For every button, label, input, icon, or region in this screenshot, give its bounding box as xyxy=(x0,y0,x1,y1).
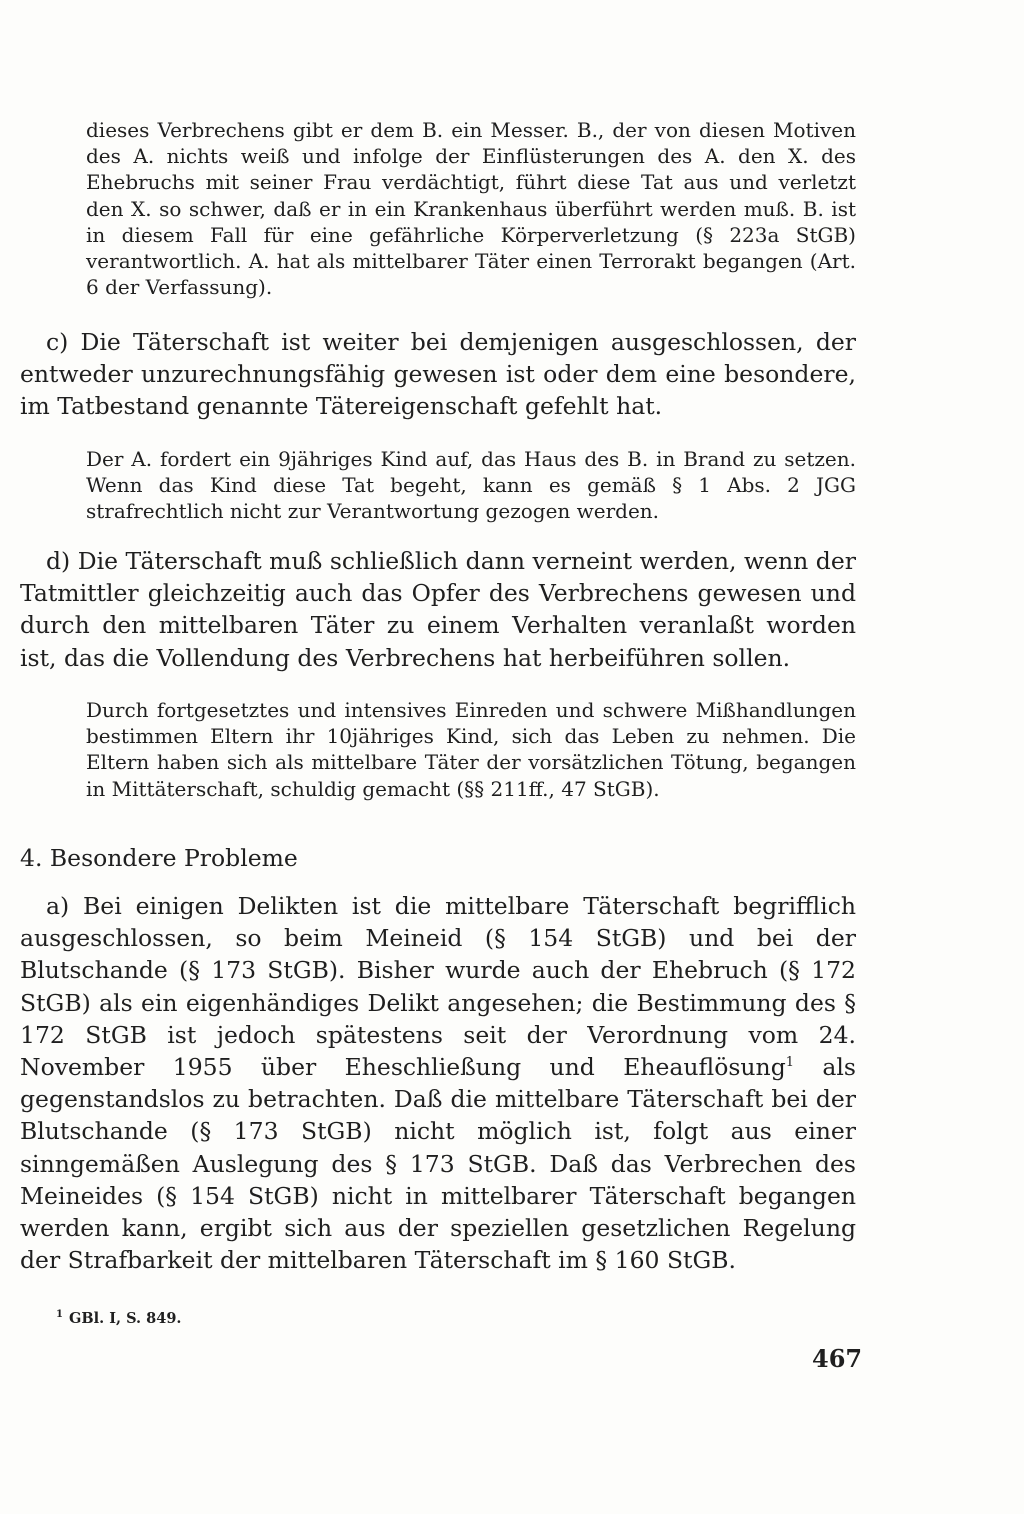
footnote-reference[interactable]: 1 xyxy=(785,1055,795,1071)
paragraph-c-text: c) Die Täterschaft ist weiter bei demjenigen ausgeschlossen, der entweder unzurechnungsfähig gewesen ist oder dem eine besondere, im Tatbestand genannte Tätereigenschaft gefehlt hat. xyxy=(20,328,856,421)
page-number: 467 xyxy=(812,1344,863,1373)
example-paragraph-2: Der A. fordert ein 9jähriges Kind auf, das Haus des B. in Brand zu setzen. Wenn das Kind diese Tat begeht, kann es gemäß § 1 Abs. 2 JGG strafrechtlich nicht zur Verantwortung gezogen werden. xyxy=(86,447,856,524)
paragraph-a-part-1: a) Bei einigen Delikten ist die mittelbare Täterschaft begrifflich ausgeschlossen, so beim Meineid (§ 154 StGB) und bei der Blutschande (§ 173 StGB). Bisher wurde auch der Ehebruch (§ 172 StGB) als ein eigenhändiges Delikt angesehen; die Bestimmung des § 172 StGB ist jedoch spätestens seit der Verordnung vom 24. November 1955 über Eheschließung und Eheauflösung xyxy=(20,892,856,1082)
footnote-marker: 1 xyxy=(56,1309,63,1320)
section-heading: 4. Besondere Probleme xyxy=(20,844,298,872)
example-paragraph-1: dieses Verbrechens gibt er dem B. ein Messer. B., der von diesen Motiven des A. nichts weiß und infolge der Einflüsterungen des A. den X. des Ehebruchs mit seiner Frau verdächtigt, führt diese Tat aus und verletzt den X. so schwer, daß er in ein Krankenhaus überführt werden muß. B. ist in diesem Fall für eine gefährliche Körperverletzung (§ 223a StGB) verantwortlich. A. hat als mittelbarer Täter einen Terrorakt begangen (Art. 6 der Verfassung). xyxy=(86,118,856,300)
paragraph-a xyxy=(20,890,856,1276)
paragraph-c xyxy=(20,326,856,423)
paragraph-a-text xyxy=(20,890,856,1276)
footnote-text: GBl. I, S. 849. xyxy=(68,1309,182,1327)
paragraph-a-part-2: als gegenstandslos zu betrachten. Daß die mittelbare Täterschaft bei der Blutschande (§ 173 StGB) nicht möglich ist, folgt aus einer sinngemäßen Auslegung des § 173 StGB. Daß das Verbrechen des Meineides (§ 154 StGB) nicht in mittelbarer Täterschaft begangen werden kann, ergibt sich aus der speziellen gesetzlichen Regelung der Strafbarkeit der mittelbaren Täterschaft im § 160 StGB. xyxy=(20,1053,856,1275)
paragraph-d-text: d) Die Täterschaft muß schließlich dann verneint werden, wenn der Tatmittler gleichzeitig auch das Opfer des Verbrechens gewesen und durch den mittelbaren Täter zu einem Verhalten veranlaßt worden ist, das die Vollendung des Verbrechens hat herbeiführen sollen. xyxy=(20,547,856,672)
example-paragraph-3: Durch fortgesetztes und intensives Einreden und schwere Mißhandlungen bestimmen Eltern ihr 10jähriges Kind, sich das Leben zu nehmen. Die Eltern haben sich als mittelbare Täter der vorsätzlichen Tötung, begangen in Mittäterschaft, schuldig gemacht (§§ 211ff., 47 StGB). xyxy=(86,698,856,801)
paragraph-d xyxy=(20,545,856,674)
footnote xyxy=(56,1305,181,1329)
